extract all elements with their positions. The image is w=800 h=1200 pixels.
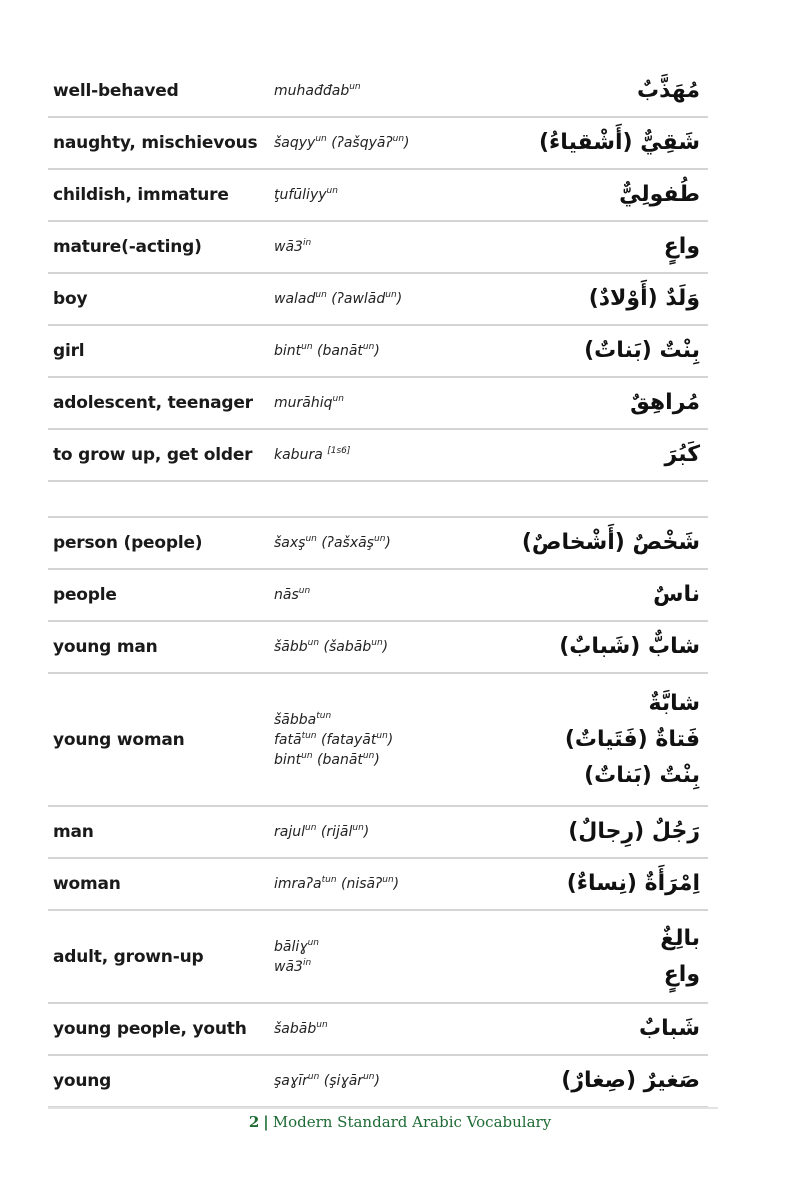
table-row: [48, 66, 708, 118]
arabic-term: بالِغٌ واعٍ: [660, 925, 700, 987]
english-term: people: [53, 585, 117, 605]
arabic-term: شَبابٌ: [639, 1016, 700, 1041]
english-term: adult, grown-up: [53, 946, 204, 967]
arabic-term: واعٍ: [663, 234, 700, 259]
arabic-term: طُفولِيٌّ: [619, 182, 700, 207]
table-row: [48, 326, 708, 378]
section-divider: [48, 482, 708, 518]
english-term: woman: [53, 874, 121, 894]
table-row: [48, 430, 708, 482]
transliteration: imraʔa$^{tun}$ (nisāʔ$^{un}$): [274, 875, 400, 892]
transliteration: rajul$^{un}$ (rijāl$^{un}$): [274, 823, 370, 840]
arabic-term: اِمْرَأَةٌ (نِساءٌ): [566, 871, 700, 896]
table-row: [48, 222, 708, 274]
english-term: to grow up, get older: [53, 445, 253, 465]
page-number: 2: [248, 1113, 260, 1131]
arabic-term: وَلَدٌ (أَوْلادٌ): [588, 286, 700, 311]
english-term: childish, immature: [53, 185, 229, 205]
table-row: [48, 274, 708, 326]
english-term: girl: [53, 341, 85, 361]
table-row: [48, 911, 708, 1004]
transliteration: bāliɣ$^{un}$ $wā3^{in}$: [274, 937, 320, 975]
table-row: [48, 570, 708, 622]
arabic-term: شابَّةٌ فَتاةٌ (فَتَياتٌ) بِنْتٌ (بَناتٌ): [564, 690, 700, 788]
transliteration: ţufūliyy$^{un}$: [274, 186, 338, 203]
transliteration: walad$^{un}$ (ʔawlād$^{un}$): [274, 290, 403, 307]
table-row: [48, 518, 708, 570]
section-2: [48, 518, 708, 1108]
arabic-term: مُراهِقٌ: [630, 390, 700, 415]
transliteration: $wā3^{in}$: [274, 238, 312, 255]
english-term: boy: [53, 289, 88, 309]
english-term: man: [53, 822, 94, 842]
english-term: young man: [53, 637, 158, 657]
transliteration: šabāb$^{un}$: [274, 1020, 328, 1037]
english-term: young: [53, 1071, 112, 1091]
transliteration: muhađđab$^{un}$: [274, 82, 361, 99]
english-term: mature(-acting): [53, 237, 202, 257]
arabic-term: كَبُرَ: [664, 442, 700, 467]
transliteration: şaɣīr$^{un}$ (şiɣār$^{un}$): [274, 1072, 380, 1089]
transliteration: murāhiq$^{un}$: [274, 394, 344, 411]
table-row: [48, 118, 708, 170]
table-row: [48, 378, 708, 430]
footer-separator: |: [263, 1113, 269, 1131]
english-term: adolescent, teenager: [53, 393, 253, 413]
arabic-term: مُهَذَّبٌ: [637, 78, 700, 103]
english-term: person (people): [53, 533, 203, 553]
arabic-term: شَخْصٌ (أَشْخاصٌ): [521, 530, 700, 555]
table-row: [48, 807, 708, 859]
transliteration: šaqyy$^{un}$ (ʔašqyāʔ$^{un}$): [274, 134, 410, 151]
transliteration: šābba$^{tun}$ fatā$^{tun}$ (fatayāt$^{un}$) bint$^{un}$ (banāt$^{un}$): [274, 710, 394, 768]
transliteration: nās$^{un}$: [274, 586, 311, 603]
table-row: [48, 674, 708, 807]
table-row: [48, 622, 708, 674]
table-row: [48, 1004, 708, 1056]
arabic-term: بِنْتٌ (بَناتٌ): [584, 338, 700, 363]
transliteration: bint$^{un}$ (banāt$^{un}$): [274, 342, 380, 359]
table-row: [48, 859, 708, 911]
transliteration: kabura [1s6]: [274, 446, 351, 463]
english-term: well-behaved: [53, 81, 179, 101]
arabic-term: شابٌّ (شَبابٌ): [559, 634, 700, 659]
arabic-term: رَجُلٌ (رِجالٌ): [568, 819, 700, 844]
footer-rule: [48, 1107, 718, 1109]
arabic-term: شَقِيٌّ (أَشْقياءُ): [539, 130, 700, 155]
book-title: Modern Standard Arabic Vocabulary: [272, 1113, 552, 1131]
arabic-term: صَغيرٌ (صِغارٌ): [561, 1068, 700, 1093]
section-1: [48, 66, 708, 482]
table-row: [48, 170, 708, 222]
transliteration: šaxş$^{un}$ (ʔašxāş$^{un}$): [274, 534, 391, 551]
vocabulary-table: [48, 66, 708, 1108]
english-term: naughty, mischievous: [53, 133, 258, 153]
transliteration: šābb$^{un}$ (šabāb$^{un}$): [274, 638, 389, 655]
english-term: young people, youth: [53, 1019, 247, 1039]
arabic-term: ناسٌ: [653, 582, 700, 607]
page-footer: [0, 1113, 800, 1131]
english-term: young woman: [53, 729, 185, 750]
table-row: [48, 1056, 708, 1108]
